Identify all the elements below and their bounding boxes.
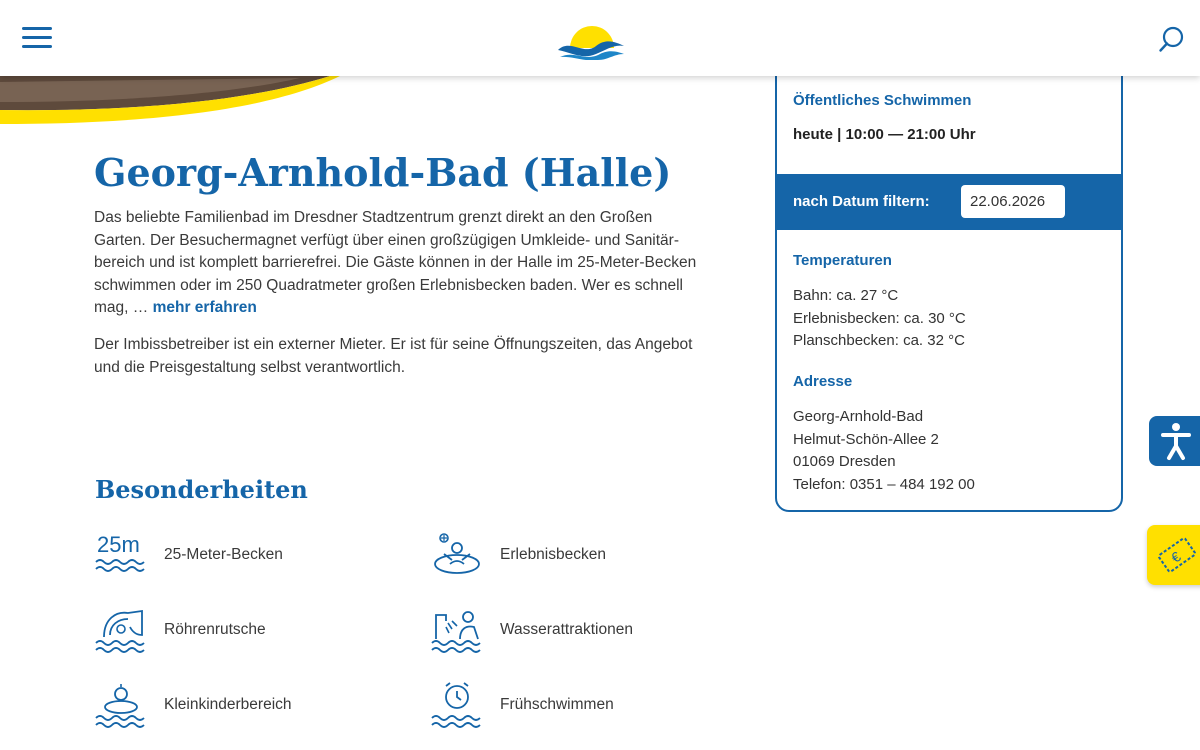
feature-label: Frühschwimmen — [500, 696, 614, 713]
date-filter-label: nach Datum filtern: — [793, 193, 930, 210]
site-header — [0, 0, 1200, 76]
feature-label: Röhrenrutsche — [164, 621, 266, 638]
feature-item — [430, 605, 633, 655]
toddler-area-icon — [94, 680, 148, 730]
25m-pool-icon — [94, 530, 148, 580]
hero-image-edge — [0, 76, 340, 128]
tube-slide-icon — [94, 605, 148, 655]
date-filter-bar — [775, 174, 1123, 230]
info-card — [775, 50, 1123, 512]
features-heading: Besonderheiten — [95, 475, 308, 504]
feature-item — [430, 680, 614, 730]
feature-label: Kleinkinderbereich — [164, 696, 292, 713]
address-heading: Adresse — [793, 373, 853, 390]
hamburger-menu-icon[interactable] — [22, 27, 52, 49]
feature-item — [94, 605, 266, 655]
public-swim-heading: Öffentliches Schwimmen — [793, 92, 972, 109]
feature-label: 25-Meter-Becken — [164, 546, 283, 563]
svg-text:25m: 25m — [97, 532, 140, 557]
search-icon[interactable] — [1158, 25, 1186, 53]
address-phone[interactable]: Telefon: 0351 – 484 192 00 — [793, 475, 975, 493]
temp-leisure-pool: Erlebnisbecken: ca. 30 °C — [793, 309, 966, 327]
opening-hours: heute | 10:00 — 21:00 Uhr — [793, 126, 976, 143]
intro-paragraph — [94, 207, 704, 320]
temp-lane: Bahn: ca. 27 °C — [793, 287, 899, 304]
address-city: 01069 Dresden — [793, 453, 896, 470]
accessibility-person-icon — [1149, 416, 1200, 466]
feature-item — [94, 680, 292, 730]
address-name: Georg-Arnhold-Bad — [793, 408, 924, 425]
water-attraction-icon — [430, 605, 484, 655]
more-link[interactable]: mehr erfahren — [152, 299, 257, 316]
accessibility-button[interactable] — [1149, 416, 1200, 466]
leisure-pool-icon — [430, 530, 484, 580]
address-street: Helmut-Schön-Allee 2 — [793, 430, 939, 448]
temp-paddling-pool: Planschbecken: ca. 32 °C — [793, 332, 965, 349]
page-title: Georg-Arnhold-Bad (Halle) — [94, 150, 672, 195]
sun-wave-logo[interactable] — [556, 16, 626, 60]
euro-ticket-icon — [1147, 525, 1200, 585]
feature-item — [430, 530, 606, 580]
feature-label: Wasserattraktionen — [500, 621, 633, 638]
snack-bar-note: Der Imbissbetreiber ist ein externer Mieter. Er ist für seine Öffnungszeiten, das Angebot und die Preisgestaltung selbst verantwortlich. — [94, 336, 693, 376]
feature-item — [94, 530, 283, 580]
intro-text: Das beliebte Familienbad im Dresdner Stadtzentrum grenzt direkt an den Großen Garten. Der Besuchermagnet verfügt über einen großzügigen Umkleide- und Sanitär-bereich und ist komplett barrierefrei. Die Gäste können in der Halle im 25-Meter-Becken schwimmen oder im 250 Quadratmeter großen Erlebnisbecken baden. Wer es schnell mag, … — [94, 209, 697, 316]
ticket-button[interactable] — [1147, 525, 1200, 585]
temperature-heading: Temperaturen — [793, 252, 892, 269]
svg-text:€: € — [1168, 548, 1184, 566]
date-filter-input[interactable] — [961, 185, 1065, 218]
early-swim-clock-icon — [430, 680, 484, 730]
feature-label: Erlebnisbecken — [500, 546, 606, 563]
